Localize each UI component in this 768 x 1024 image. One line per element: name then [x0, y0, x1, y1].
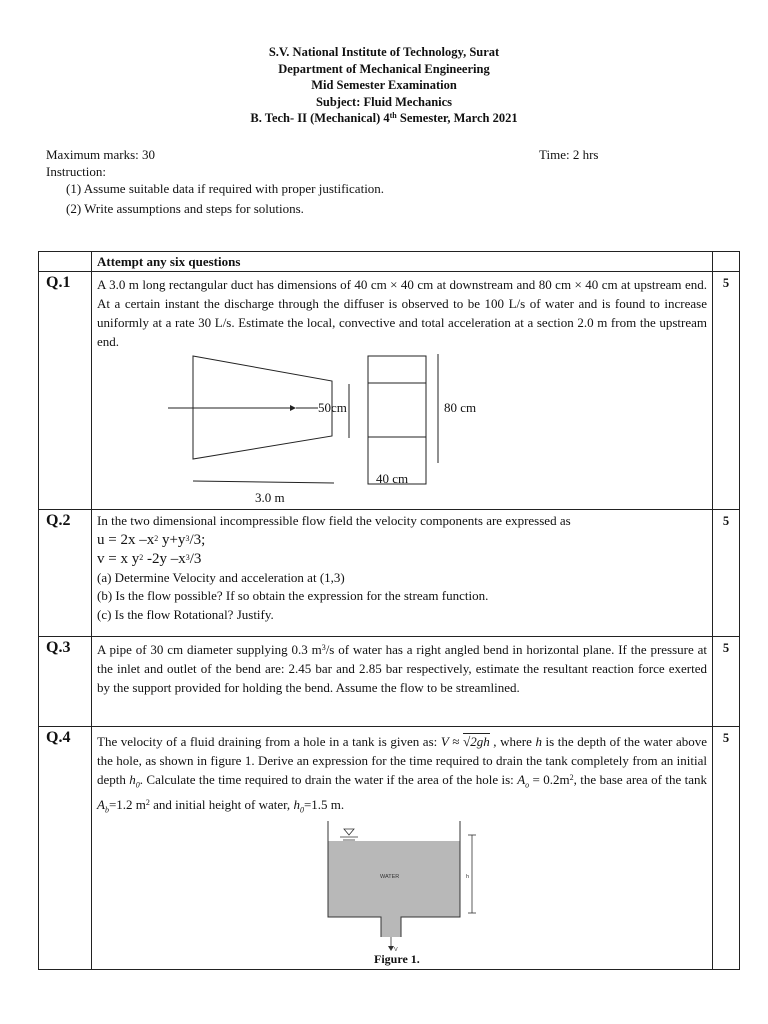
question-body [92, 272, 713, 510]
question-body [92, 727, 713, 970]
tank-diagram [92, 819, 712, 969]
duct-figure [92, 351, 712, 509]
question-marks: 5 [713, 272, 740, 510]
question-body [92, 637, 713, 727]
water-label: WATER [380, 874, 400, 881]
label-50cm: 50cm [318, 400, 347, 415]
question-marks: 5 [713, 637, 740, 727]
question-row-2 [39, 510, 740, 637]
question-row-4 [39, 727, 740, 970]
u-equation: u = 2x $-x^2$ $y+y^3/3$; [97, 531, 206, 548]
instruction-label: Instruction: [46, 164, 106, 179]
subject-name: Subject: Fluid Mechanics [315, 94, 453, 109]
question-number: Q.4 [39, 727, 92, 970]
instruction-2: (2) Write assumptions and steps for solutions. [66, 201, 304, 216]
institute-name: S.V. National Institute of Technology, Surat [268, 45, 500, 59]
question-text: A 3.0 m long rectangular duct has dimensions of 40 cm × 40 cm at downstream and 80 cm × 40 cm at upstream end. At a certain instant the discharge through the diffuser is observed to be 100 L/s of water and is found to increase uniformly at a rate 30 L/s. Estimate the local, convective and total acceleration at a section 2.0 m from the upstream end. [97, 277, 707, 349]
tank-figure [92, 819, 712, 969]
exam-time: Time: 2 hrs [539, 147, 599, 162]
question-row-3 [39, 637, 740, 727]
velocity-label: V [394, 947, 398, 954]
question-marks: 5 [713, 727, 740, 970]
question-intro: In the two dimensional incompressible flow field the velocity components are expressed as [97, 513, 571, 528]
question-part-c: (c) Is the flow Rotational? Justify. [97, 606, 274, 622]
label-3m: 3.0 m [255, 490, 285, 505]
v-equation: v = x $y^2$ -2y $-x^3/3$ [97, 550, 202, 567]
question-text: A pipe of 30 cm diameter supplying 0.3 $m^3/s$ of water has a right angled bend in horizontal plane. If the pressure at the inlet and outlet of the bend are: 2.45 bar and 2.85 bar respectively, estimate the resultant reaction force exerted by the support provided for holding the bend. Assume the flow to be streamlined. [97, 642, 707, 695]
program-line: B. Tech- II (Mechanical) 4th Semester, March 2021 [250, 111, 518, 125]
question-row-1 [39, 272, 740, 510]
question-part-b: (b) Is the flow possible? If so obtain the expression for the stream function. [97, 588, 489, 603]
figure-caption: Figure 1. [374, 952, 420, 967]
question-number: Q.1 [39, 272, 92, 510]
table-heading: Attempt any six questions [92, 252, 713, 272]
question-number: Q.3 [39, 637, 92, 727]
instruction-1: (1) Assume suitable data if required with proper justification. [66, 181, 385, 196]
exam-name: Mid Semester Examination [311, 78, 457, 92]
max-marks: Maximum marks: 30 [46, 147, 156, 162]
question-body [92, 510, 713, 637]
depth-label: h [466, 874, 470, 881]
label-80cm: 80 cm [444, 400, 477, 415]
department-name: Department of Mechanical Engineering [278, 61, 490, 76]
question-text: The velocity of a fluid draining from a hole in a tank is given as: V ≈ √2gh , where h is the depth of the water above the hole, as shown in figure 1. Derive an expression for the time required to drain the tank completely from an initial depth $h_0$. Calculate the time required to drain the water if the area of the hole is: $A_o = 0.2m^2$, the base area of the tank $A_b=1.2$ $m^2$ and initial height of water, $h_0=1.5$ m. [97, 734, 707, 815]
question-marks: 5 [713, 510, 740, 637]
label-40cm: 40 cm [376, 471, 409, 486]
table-heading-row [39, 252, 740, 272]
exam-header [0, 44, 768, 127]
question-number: Q.2 [39, 510, 92, 637]
question-part-a: (a) Determine Velocity and acceleration at (1,3) [97, 569, 345, 585]
questions-table [38, 251, 740, 970]
